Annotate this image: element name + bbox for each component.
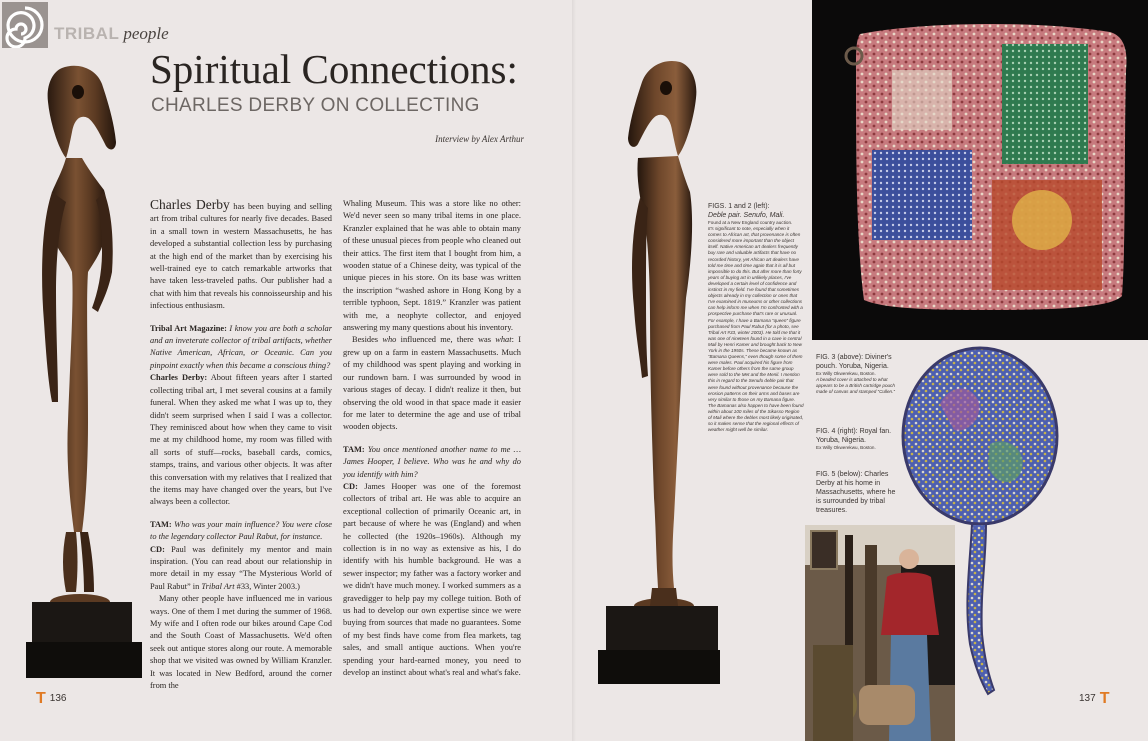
caption-fig4-head: FIG. 4 (right): [816, 428, 858, 435]
a1-speaker: Charles Derby: [150, 373, 208, 383]
paragraph-besides [343, 334, 521, 433]
a2-text-2: #33, Winter 2003.) [234, 581, 300, 591]
q3-text: You once mentioned another name to me … James Hooper, I believe. Who was he and why do you identify with him? [343, 444, 521, 479]
caption-fig3-title: Diviner's pouch. Yoruba, Nigeria. [816, 354, 892, 370]
folio-left [36, 690, 66, 708]
paragraph-other-influences: Many other people have influenced me in various ways. One of them I met during the summer of 1968. My wife and I often rode our bikes around Cape Cod and the South Coast of Massachusetts. We'd often seek out antique stores along our route. A memorable shop that we visited was owned by William Kranzler. It was located in New Bedford, around the corner from the [150, 594, 332, 691]
caption-fig12-body: It's significant to note, especially when it comes to African art, that provenance is often considered more important than the object itself. Native American art dealers frequently buy rare and valuable artifacts that have no recorded history, yet African art dealers have told me time and time again that it is all but impossible to do this. But after more than forty years of buying art in unlikely places, I've developed a certain level of confidence and instinct in my field. I've found that sometimes objects already in my collection or ones that I've examined in museums or other collections can help inform me when I'm confronted with a prospective purchase that's rare or unusual. For example, I have a Bamana “queen” figure purchased from Paul Rabut (for a photo, see Tribal Art #33, winter 2003). He told me that it was one of nineteen found in a cave in central Mali by Henri Kamer and brought back to New York in the 1950s. These became known as “Bamana Queens,” even though some of them were males. Paul acquired his figure from Kamer before others from the same group were sold to the Met and the Menil. I mention this in regard to the Senufo deble pair that were found without provenance because the erosion patterns on their arms and bases are very similar to those on my Bamana figure. The Bamanas also happen to have been found within about 100 miles of the Sikasso Region of Mali where the debles most likely originated, so it makes sense that the regional effects of weather might well be similar. [708, 226, 804, 433]
caption-fig-5 [816, 470, 898, 515]
caption-fig4-ex: Ex Willy Okwerekwu, Boston. [816, 445, 876, 450]
page-number-right: 137 [1079, 693, 1096, 704]
answer-1 [150, 372, 332, 508]
caption-fig5-head: FIG. 5 (below): [816, 471, 863, 478]
answer-3 [343, 481, 521, 680]
caption-fig-3 [816, 353, 898, 395]
intro-paragraph [150, 198, 332, 313]
caption-fig12-head: FIGS. 1 and 2 (left): [708, 203, 770, 210]
charles-derby-photo [805, 525, 955, 741]
a1-text: About fifteen years after I started collecting tribal art, I met several cousins at a family funeral. When they asked me what I was up to, they didn't seem surprised when I said I was a collector. They reminisced about how when they came to visit me at my childhood home, my room was filled with all sorts of stuff—rocks, baseball cards, comics, stamps, trains, and various other objects. It was after this conversation with my relatives that I realized that the items may have changed over the years, but I've always been a collector. [150, 373, 333, 507]
a2-speaker: CD: [150, 544, 165, 554]
section-italic: people [123, 24, 169, 43]
caption-fig5-title: Charles Derby at his home in Massachusetts, where he is surrounded by tribal treasures. [816, 471, 896, 514]
folio-right [1079, 690, 1109, 708]
section-tag [54, 24, 169, 44]
caption-fig4-title: Royal fan. Yoruba, Nigeria. [816, 428, 892, 444]
besides-text-1: Besides [352, 335, 383, 345]
caption-fig5-headline [816, 470, 898, 515]
folio-t-icon-right: T [1099, 690, 1110, 707]
besides-text-2: influenced me, there was [396, 335, 496, 345]
caption-fig-4 [816, 427, 898, 451]
question-1 [150, 323, 332, 373]
deble-figure-left [22, 62, 146, 682]
q2-text: Who was your main influence? You were close to the legendary collector Paul Rabut, for instance. [150, 519, 332, 542]
byline: Interview by Alex Arthur [435, 134, 524, 144]
article-column-1 [150, 198, 332, 692]
caption-fig12-title: Deble pair. Senufo, Mali. [708, 212, 785, 219]
q1-speaker: Tribal Art Magazine: [150, 323, 227, 333]
answer-2 [150, 544, 332, 594]
a3-text: James Hooper was one of the foremost collectors of tribal art. He was able to acquire an exceptional collection of primarily Oceanic art, in part because of where he was (England) and when he collected (the 1920s–1960s). Although my collection is in no way as extensive as his, I do identify with his humble background. He was a sewer inspector; my father was a factory worker and we didn't have much money. I worked summers as a gravedigger to help pay my college tuition. Both of us had to develop our own expertise since we were buying from sources that made no guarantees. Some of my best finds have come from flea markets, tag sales, and small antique auctions. When you're spending your hard-earned money, you need to develop an instinct about what's real and what's fake. [343, 481, 521, 678]
q3-speaker: TAM: [343, 444, 365, 454]
section-bold: TRIBAL [54, 24, 120, 43]
swirl-logo-icon [2, 2, 48, 48]
q1-text: I know you are both a scholar and an inveterate collector of tribal artifacts, whether Native American, African, or Oceanic. Can you pinpoint exactly when this became a conscious thing? [150, 323, 332, 370]
intro-name: Charles Derby [150, 197, 230, 212]
besides-what: what [495, 335, 512, 345]
caption-fig3-ex: Ex Willy Okwerekwu, Boston. [816, 371, 876, 376]
page-gutter [572, 0, 576, 741]
caption-fig3-headline [816, 353, 898, 371]
question-3 [343, 444, 521, 481]
intro-text: has been buying and selling art from tribal cultures for nearly five decades. Based in a small town in western Massachusetts, he has developed a substantial collection less by purchasing at the high end of the market than by exercising his well-trained eye to catch remarkable artworks that have taken less-traveled paths. Our publisher had a chat with him that reveals his connoisseurship and his infectious enthusiasm. [150, 202, 332, 311]
deble-figure-2 [594, 58, 724, 688]
folio-t-icon: T [36, 690, 46, 707]
caption-figs-1-2 [708, 202, 804, 433]
caption-fig4-headline [816, 427, 898, 445]
page-number-left: 136 [49, 693, 67, 704]
a2-text-1: Paul was definitely my mentor and main inspiration. (You can read about our relationship in more detail in my essay “The Mysterious World of Paul Rabut” in [150, 544, 332, 591]
q2-speaker: TAM: [150, 519, 172, 529]
besides-who: who [382, 335, 397, 345]
a2-italic: Tribal Art [201, 581, 235, 591]
caption-fig3-body: A beaded cover is attached to what appears to be a British cartridge pouch made of canvas and stamped “Cullen.” [816, 377, 895, 395]
article-column-2 [343, 198, 521, 679]
right-page [574, 0, 1148, 741]
caption-fig12-line1: Found at a New England country auction. [708, 220, 793, 225]
a3-speaker: CD: [343, 481, 358, 491]
caption-fig3-head: FIG. 3 (above): [816, 354, 864, 361]
question-2 [150, 519, 332, 544]
article-subtitle: CHARLES DERBY ON COLLECTING [151, 95, 480, 116]
article-title: Spiritual Connections: [150, 46, 518, 92]
besides-text-3: : I grew up on a farm in eastern Massachusetts. Much of my childhood was spent playing and working in our rundown barn. I was surrounded by wood in various stages of decay. I didn't realize it then, but observing the old wood in that space made it easier for me later to determine the age and use of tribal wooden objects. [343, 335, 521, 432]
paragraph-whaling: Whaling Museum. This was a store like no other: We'd never seen so many tribal items in one place. Kranzler explained that he was able to obtain many of these unusual pieces from people who cleaned out their attics. The first item that I bought from him, a wooden statue of a Chinese deity, was typical of the unique pieces in his store. On its base was written the inscription “washed ashore in Hong Kong by a terrible typhoon, Sept. 1819.” Kranzler was patient with me, a neophyte collector, and enjoyed answering my many questions about his inventory. [343, 199, 521, 333]
diviners-pouch-photo [812, 0, 1148, 340]
